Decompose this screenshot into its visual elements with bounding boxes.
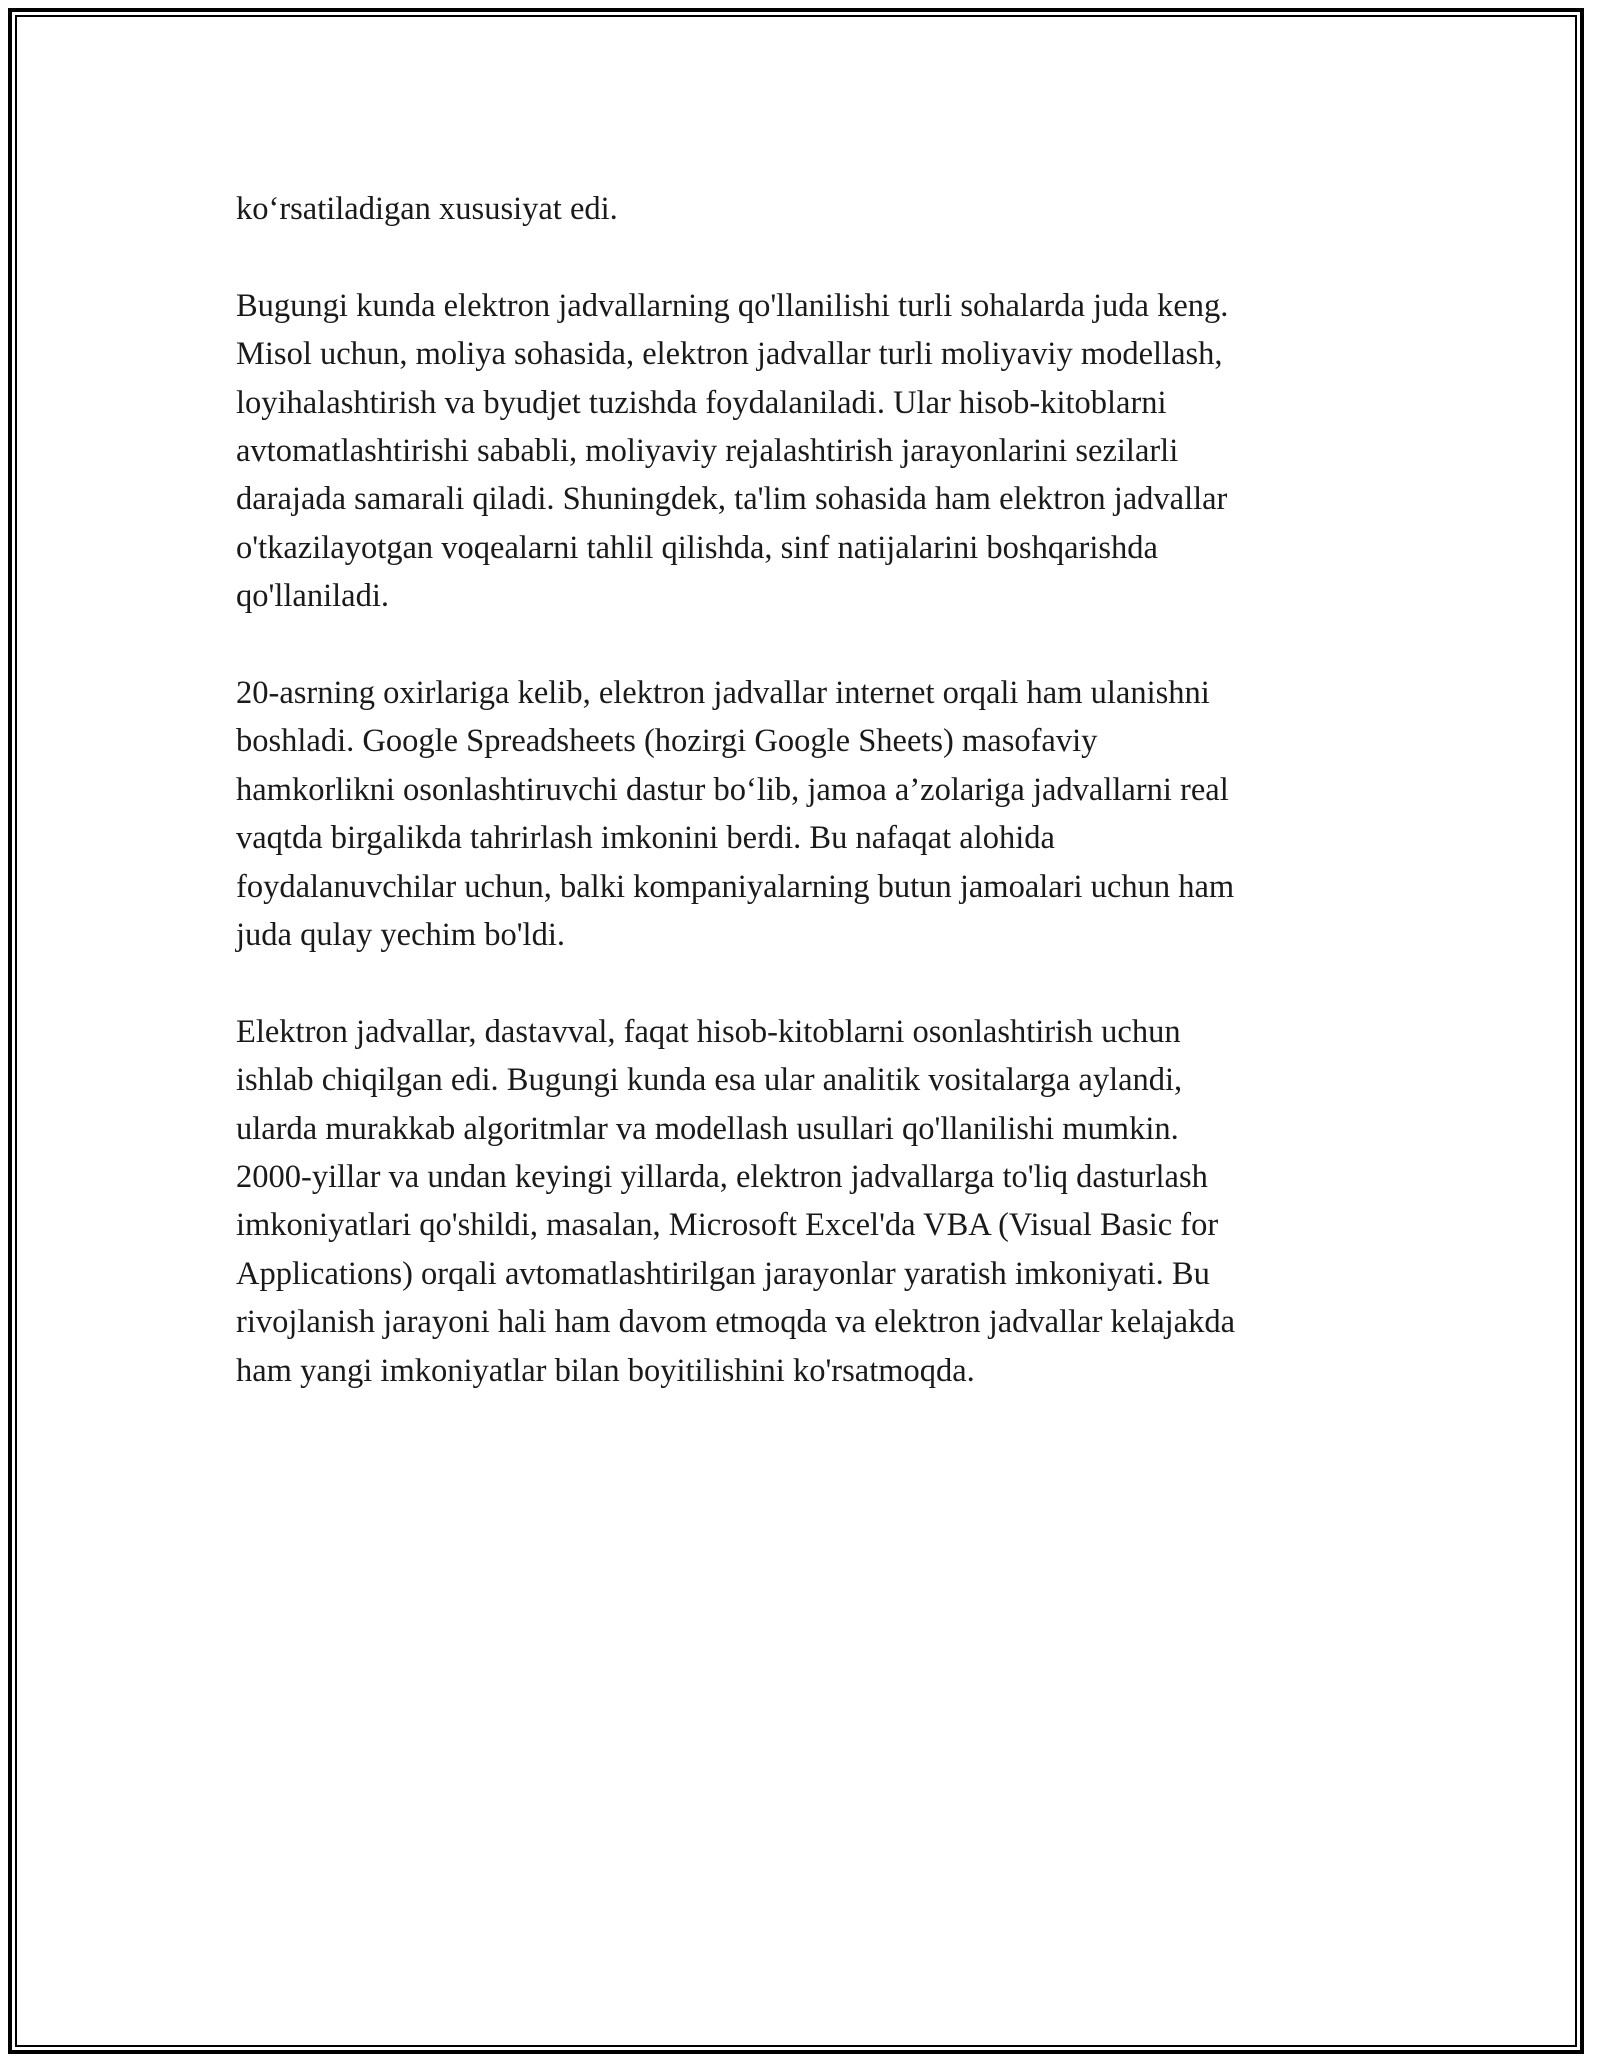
paragraph-analytics-evolution: Elektron jadvallar, dastavval, faqat hisob-kitoblarni osonlashtirish uchun ishlab chiqilgan edi. Bugungi kunda esa ular analitik vositalarga aylandi, ularda murakkab algoritmlar va modellash usullari qo'llanilishi mumkin. 2000-yillar va undan keyingi yillarda, elektron jadvallarga to'liq dasturlash imkoniyatlari qo'shildi, masalan, Microsoft Excel'da VBA (Visual Basic for Applications) orqali avtomatlashtirilgan jarayonlar yaratish imkoniyati. Bu rivojlanish jarayoni hali ham davom etmoqda va elektron jadvallar kelajakda ham yangi imkoniyatlar bilan boyitilishini ko'rsatmoqda. [236,1013,1236,1389]
paragraph-applications: Bugungi kunda elektron jadvallarning qo'llanilishi turli sohalarda juda keng. Misol uchun, moliya sohasida, elektron jadvallar turli moliyaviy modellash, loyihalashtirish va byudjet tuzishda foydalaniladi. Ular hisob-kitoblarni avtomatlashtirishi sababli, moliyaviy rejalashtirish jarayonlarini sezilarli darajada samarali qiladi. Shuningdek, ta'lim sohasida ham elektron jadvallar o'tkazilayotgan voqealarni tahlil qilishda, sinf natijalarini boshqarishda qo'llaniladi. [236,287,1229,615]
paragraph-online-collaboration: 20-asrning oxirlariga kelib, elektron jadvallar internet orqali ham ulanishni boshladi. Google Spreadsheets (hozirgi Google Sheets) masofaviy hamkorlikni osonlashtiruvchi dastur bo‘lib, jamoa a’zolariga jadvallarni real vaqtda birgalikda tahrirlash imkonini berdi. Bu nafaqat alohida foydalanuvchilar uchun, balki kompaniyalarning butun jamoalari uchun ham juda qulay yechim bo'ldi. [236,675,1235,954]
paragraph-continuation: ko‘rsatiladigan xususiyat edi. [236,191,618,227]
document-body [236,185,1416,1444]
